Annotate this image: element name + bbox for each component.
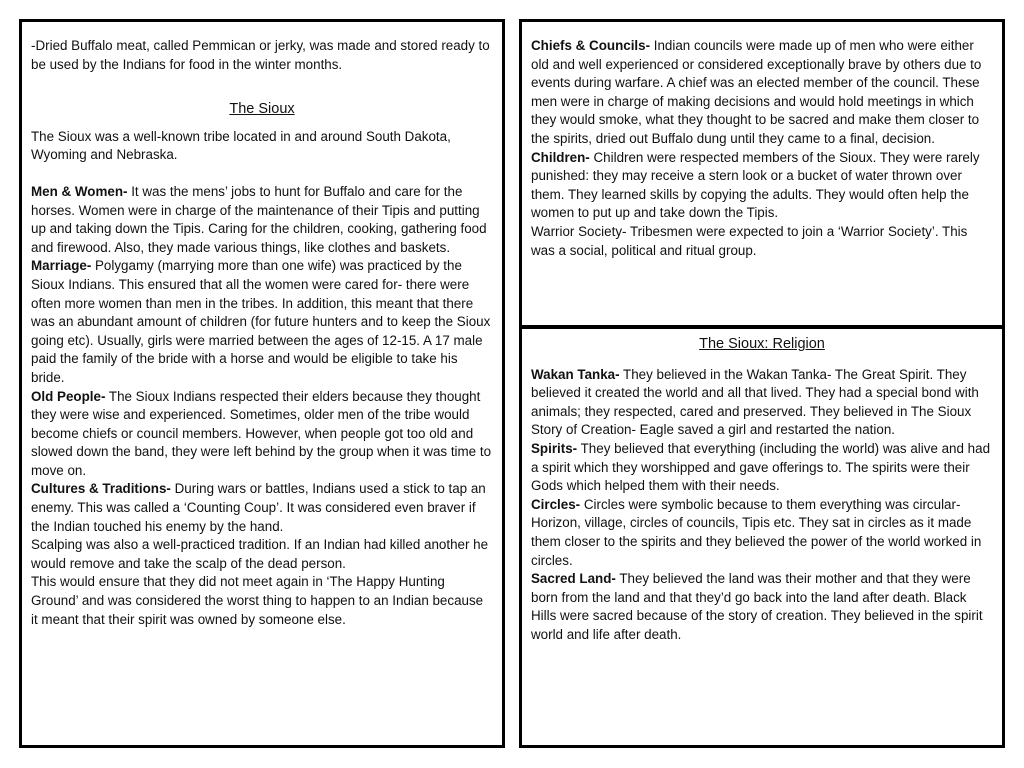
old-people-paragraph <box>31 388 493 481</box>
right-bottom-content <box>522 328 1002 645</box>
happy-hunting-paragraph: This would ensure that they did not meet again in ‘The Happy Hunting Ground’ and was considered the worst thing to happen to an Indian because it meant that their spirit was owned by someone else. <box>31 574 484 627</box>
cultures-text: During wars or battles, Indians used a stick to tap an enemy. This was called a ‘Counting Coup’. It was considered even braver if the Indian touched his enemy by the hand. <box>31 481 486 534</box>
scalping-paragraph: Scalping was also a well-practiced tradition. If an Indian had killed another he would remove and take the scalp of the dead person. <box>31 537 489 571</box>
men-women-paragraph <box>31 183 493 257</box>
children-text: Children were respected members of the Sioux. They were rarely punished: they may receive a stern look or a bucket of water thrown over them. They learned skills by copying the adults. They would often help the women to put up and take down the Tipis. <box>531 149 980 221</box>
children-paragraph <box>531 149 993 223</box>
pemmican-note: -Dried Buffalo meat, called Pemmican or jerky, was made and stored ready to be used by the Indians for food in the winter months. <box>31 38 490 72</box>
chiefs-text: Indian councils were made up of men who were either old and well experienced or considered exceptionally brave by others due to events during warfare. A chief was an elected member of the council. These men were in charge of making decisions and would hold meetings in which they would smoke, what they thought to be sacred and make them closer to the spirits, dried out Buffalo dung until they came to a final, decision. <box>531 38 982 146</box>
wakan-tanka-text: They believed in the Wakan Tanka- The Great Spirit. They believed it created the world and all that lived. They had a special bond with animals; they respected, cared and preserved. They believed in The Sioux Story of Creation- Eagle saved a girl and restarted the nation. <box>531 366 979 438</box>
marriage-text: Polygamy (marrying more than one wife) was practiced by the Sioux Indians. This ensured that all the women were cared for- there were often more women than men in the tribes. In addition, this meant that there was an abundant amount of children (for future hunters and to keep the Sioux going etc). Usually, girls were married between the ages of 12-15. A 17 male paid the family of the bride with a horse and would be eligible to take his bride. <box>31 258 491 385</box>
cultures-label: Cultures & Traditions- <box>31 481 171 497</box>
men-women-text: It was the mens’ jobs to hunt for Buffalo and care for the horses. Women were in charge of the maintenance of their Tipis and putting up and taking down the Tipis. Caring for the children, cooking, gathering food and firewood. Also, they made various things, like clothes and baskets. <box>31 183 487 255</box>
men-women-label: Men & Women- <box>31 183 128 199</box>
old-people-label: Old People- <box>31 388 106 404</box>
left-content <box>22 22 502 629</box>
circles-text: Circles were symbolic because to them everything was circular- Horizon, village, circles of councils, Tipis etc. They sat in circles as it made them closer to the spirits and they believed the power of the world worked in circles. <box>531 496 982 568</box>
warrior-society-paragraph: Warrior Society- Tribesmen were expected to join a ‘Warrior Society’. This was a social, political and ritual group. <box>531 223 968 258</box>
wakan-tanka-label: Wakan Tanka- <box>531 366 620 382</box>
sioux-summary: The Sioux was a well-known tribe located in and around South Dakota, Wyoming and Nebraska. <box>31 128 451 163</box>
right-top-panel <box>519 19 1005 329</box>
left-panel <box>19 19 505 748</box>
sacred-land-text: They believed the land was their mother and that they were born from the land and that they’d go back into the land after death. Black Hills were sacred because of the story of creation. They believed in the spirit world and life after death. <box>531 571 983 642</box>
spirits-label: Spirits- <box>531 440 578 456</box>
circles-paragraph <box>531 496 993 570</box>
religion-title: The Sioux: Religion <box>699 336 825 352</box>
spirits-paragraph <box>531 440 993 496</box>
spirits-text: They believed that everything (including the world) was alive and had a spirit which they worshipped and gave offerings to. The spirits were their Gods which helped them with their needs. <box>531 440 991 494</box>
sacred-land-label: Sacred Land- <box>531 571 616 587</box>
cultures-paragraph <box>31 480 493 536</box>
marriage-paragraph <box>31 257 493 387</box>
right-bottom-panel <box>519 325 1005 748</box>
old-people-text: The Sioux Indians respected their elders because they thought they were wise and experienced. Sometimes, older men of the tribe would become chiefs or council members. However, when people got too old and slowed down the band, they were left behind by the group when it was time to move on. <box>31 388 492 478</box>
wakan-tanka-paragraph <box>531 366 993 440</box>
sacred-land-paragraph <box>531 570 993 644</box>
chiefs-paragraph <box>531 37 993 149</box>
children-label: Children- <box>531 149 590 165</box>
chiefs-label: Chiefs & Councils- <box>531 38 651 53</box>
marriage-label: Marriage- <box>31 258 92 274</box>
right-top-content <box>522 22 1002 260</box>
page-title: The Sioux <box>229 101 295 118</box>
circles-label: Circles- <box>531 496 581 512</box>
